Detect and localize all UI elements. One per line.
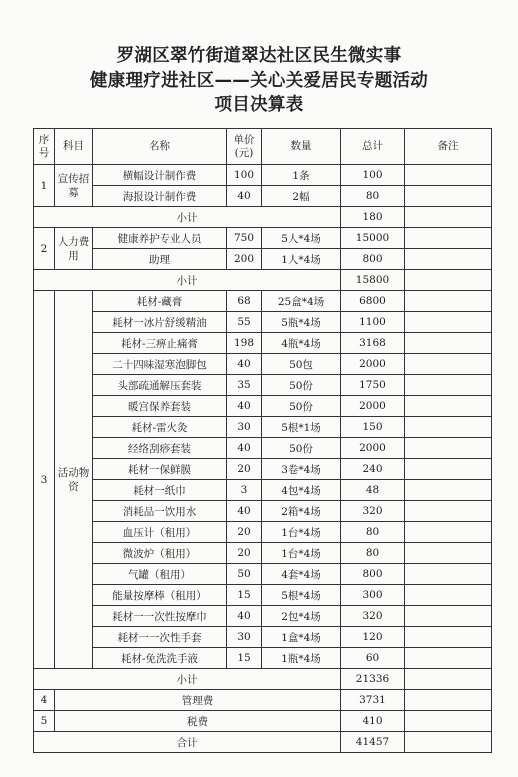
item-price: 30 <box>227 627 262 648</box>
item-remark <box>405 417 492 438</box>
item-name: 耗材一冰片舒缓精油 <box>93 312 227 333</box>
document-title <box>0 44 518 118</box>
table-row <box>34 543 492 564</box>
table-row <box>34 333 492 354</box>
item-total: 320 <box>341 606 405 627</box>
table-row <box>34 501 492 522</box>
item-price: 55 <box>227 312 262 333</box>
item-qty: 3卷*4场 <box>262 459 341 480</box>
item-qty: 1人*4场 <box>262 249 341 270</box>
item-qty: 1条 <box>262 165 341 186</box>
table-row <box>34 564 492 585</box>
item-qty: 25盒*4场 <box>262 291 341 312</box>
fee-label: 税费 <box>55 711 341 732</box>
item-total: 300 <box>341 585 405 606</box>
item-remark <box>405 501 492 522</box>
group-seq: 2 <box>34 228 55 270</box>
header-row <box>34 129 492 165</box>
item-total: 2000 <box>341 354 405 375</box>
item-qty: 50份 <box>262 396 341 417</box>
subtotal-value: 15800 <box>341 270 405 291</box>
header-qty: 数量 <box>262 129 341 165</box>
subtotal-label: 小计 <box>34 270 341 291</box>
item-name: 健康养护专业人员 <box>93 228 227 249</box>
subtotal-value: 21336 <box>341 669 405 690</box>
table-row <box>34 249 492 270</box>
item-total: 80 <box>341 186 405 207</box>
item-remark <box>405 585 492 606</box>
item-total: 1100 <box>341 312 405 333</box>
item-remark <box>405 333 492 354</box>
item-remark <box>405 228 492 249</box>
item-remark <box>405 207 492 228</box>
group-seq: 1 <box>34 165 55 207</box>
group-seq: 3 <box>34 291 55 669</box>
fee-seq: 4 <box>34 690 55 711</box>
item-price: 200 <box>227 249 262 270</box>
fee-total: 410 <box>341 711 405 732</box>
table-row <box>34 375 492 396</box>
subtotal-row <box>34 270 492 291</box>
item-qty: 1台*4场 <box>262 543 341 564</box>
item-remark <box>405 375 492 396</box>
table-row <box>34 354 492 375</box>
item-remark <box>405 522 492 543</box>
item-total: 100 <box>341 165 405 186</box>
group-category: 人力费用 <box>55 228 93 270</box>
table-row <box>34 606 492 627</box>
table-row <box>34 522 492 543</box>
table-row <box>34 585 492 606</box>
item-remark <box>405 354 492 375</box>
item-total: 800 <box>341 564 405 585</box>
item-name: 头部疏通解压套装 <box>93 375 227 396</box>
table-row <box>34 648 492 669</box>
item-remark <box>405 543 492 564</box>
table-row <box>34 165 492 186</box>
item-name: 血压计（租用） <box>93 522 227 543</box>
table-row <box>34 396 492 417</box>
item-total: 800 <box>341 249 405 270</box>
item-remark <box>405 480 492 501</box>
item-total: 320 <box>341 501 405 522</box>
header-total: 总计 <box>341 129 405 165</box>
item-remark <box>405 669 492 690</box>
item-name: 耗材-藏膏 <box>93 291 227 312</box>
item-name: 耗材-雷火灸 <box>93 417 227 438</box>
header-remark: 备注 <box>405 129 492 165</box>
item-price: 20 <box>227 522 262 543</box>
item-price: 3 <box>227 480 262 501</box>
item-remark <box>405 291 492 312</box>
item-name: 耗材-免洗洗手液 <box>93 648 227 669</box>
item-qty: 1盒*4场 <box>262 627 341 648</box>
item-price: 50 <box>227 564 262 585</box>
item-qty: 2箱*4场 <box>262 501 341 522</box>
grand-total-label: 合计 <box>34 732 341 753</box>
item-remark <box>405 648 492 669</box>
item-total: 60 <box>341 648 405 669</box>
item-price: 68 <box>227 291 262 312</box>
item-total: 150 <box>341 417 405 438</box>
fee-row <box>34 690 492 711</box>
item-name: 能量按摩棒（租用） <box>93 585 227 606</box>
item-price: 40 <box>227 396 262 417</box>
item-qty: 4套*4场 <box>262 564 341 585</box>
subtotal-row <box>34 207 492 228</box>
group-category: 活动物资 <box>55 291 93 669</box>
fee-row <box>34 711 492 732</box>
subtotal-row <box>34 669 492 690</box>
item-price: 40 <box>227 606 262 627</box>
item-total: 3168 <box>341 333 405 354</box>
item-total: 2000 <box>341 438 405 459</box>
item-price: 15 <box>227 648 262 669</box>
item-remark <box>405 312 492 333</box>
item-qty: 2幅 <box>262 186 341 207</box>
item-qty: 5根*4场 <box>262 585 341 606</box>
header-name: 名称 <box>93 129 227 165</box>
table-row <box>34 186 492 207</box>
item-name: 助理 <box>93 249 227 270</box>
item-remark <box>405 732 492 753</box>
item-total: 1750 <box>341 375 405 396</box>
item-name: 耗材-三痹止痛膏 <box>93 333 227 354</box>
item-remark <box>405 396 492 417</box>
item-name: 耗材一纸巾 <box>93 480 227 501</box>
item-price: 40 <box>227 186 262 207</box>
item-price: 30 <box>227 417 262 438</box>
table-row <box>34 417 492 438</box>
item-price: 100 <box>227 165 262 186</box>
item-name: 耗材一保鲜膜 <box>93 459 227 480</box>
item-remark <box>405 690 492 711</box>
item-price: 15 <box>227 585 262 606</box>
item-name: 二十四味湿寒泡脚包 <box>93 354 227 375</box>
item-qty: 50份 <box>262 375 341 396</box>
header-seq: 序号 <box>34 129 55 165</box>
item-qty: 1瓶*4场 <box>262 648 341 669</box>
table-row <box>34 438 492 459</box>
item-remark <box>405 459 492 480</box>
subtotal-label: 小计 <box>34 207 341 228</box>
title-line-1: 罗湖区翠竹街道翠达社区民生微实事 <box>116 46 402 66</box>
item-remark <box>405 165 492 186</box>
table-row <box>34 312 492 333</box>
item-remark <box>405 186 492 207</box>
title-line-2: 健康理疗进社区——关心关爱居民专题活动 <box>89 70 429 91</box>
item-total: 80 <box>341 522 405 543</box>
item-name: 微波炉（租用） <box>93 543 227 564</box>
item-price: 198 <box>227 333 262 354</box>
item-qty: 1台*4场 <box>262 522 341 543</box>
item-name: 暖宫保养套装 <box>93 396 227 417</box>
item-name: 经络刮痧套装 <box>93 438 227 459</box>
item-name: 消耗品一饮用水 <box>93 501 227 522</box>
title-line-3: 项目决算表 <box>214 95 304 115</box>
item-price: 750 <box>227 228 262 249</box>
item-name: 横幅设计制作费 <box>93 165 227 186</box>
item-name: 气罐（租用） <box>93 564 227 585</box>
item-total: 15000 <box>341 228 405 249</box>
header-price: 单价(元) <box>227 129 262 165</box>
item-qty: 4包*4场 <box>262 480 341 501</box>
item-qty: 5瓶*4场 <box>262 312 341 333</box>
item-name: 耗材一一次性手套 <box>93 627 227 648</box>
item-price: 35 <box>227 375 262 396</box>
item-total: 6800 <box>341 291 405 312</box>
item-qty: 50包 <box>262 354 341 375</box>
item-remark <box>405 606 492 627</box>
item-qty: 50份 <box>262 438 341 459</box>
item-total: 240 <box>341 459 405 480</box>
table-row <box>34 459 492 480</box>
table-row <box>34 228 492 249</box>
item-price: 40 <box>227 501 262 522</box>
item-price: 20 <box>227 543 262 564</box>
fee-label: 管理费 <box>55 690 341 711</box>
table-row <box>34 480 492 501</box>
table-row <box>34 627 492 648</box>
item-total: 120 <box>341 627 405 648</box>
item-total: 80 <box>341 543 405 564</box>
item-qty: 5根*1场 <box>262 417 341 438</box>
item-remark <box>405 627 492 648</box>
item-total: 2000 <box>341 396 405 417</box>
grand-total-value: 41457 <box>341 732 405 753</box>
item-name: 耗材一一次性按摩巾 <box>93 606 227 627</box>
item-remark <box>405 711 492 732</box>
fee-total: 3731 <box>341 690 405 711</box>
item-remark <box>405 438 492 459</box>
item-qty: 5人*4场 <box>262 228 341 249</box>
item-price: 40 <box>227 438 262 459</box>
fee-seq: 5 <box>34 711 55 732</box>
table-row <box>34 291 492 312</box>
item-price: 40 <box>227 354 262 375</box>
budget-table <box>33 128 492 753</box>
item-remark <box>405 564 492 585</box>
subtotal-label: 小计 <box>34 669 341 690</box>
item-qty: 2包*4场 <box>262 606 341 627</box>
grand-total-row <box>34 732 492 753</box>
item-remark <box>405 270 492 291</box>
subtotal-value: 180 <box>341 207 405 228</box>
item-total: 48 <box>341 480 405 501</box>
item-price: 20 <box>227 459 262 480</box>
header-category: 科目 <box>55 129 93 165</box>
group-category: 宣传招募 <box>55 165 93 207</box>
item-remark <box>405 249 492 270</box>
item-name: 海报设计制作费 <box>93 186 227 207</box>
item-qty: 4瓶*4场 <box>262 333 341 354</box>
